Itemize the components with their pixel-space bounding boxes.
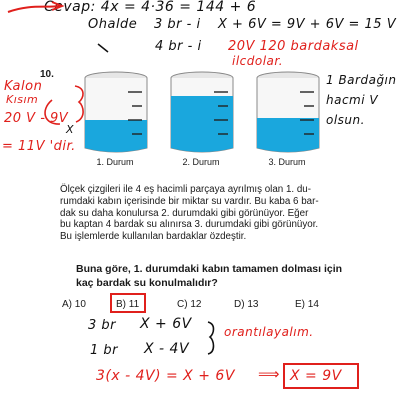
option-c[interactable]: C) 12 xyxy=(177,299,202,310)
eq-3br-label: 3 br - i xyxy=(154,17,201,32)
liquid-state-1 xyxy=(85,120,147,152)
oran-3br-rhs: X + 6V xyxy=(140,316,192,332)
eq-4br-label: 4 br - i xyxy=(155,39,202,54)
eq-20v-label: 20 V - 9V xyxy=(4,111,69,126)
note-line-1: 1 Bardağın xyxy=(326,73,397,87)
paragraph-line: bu kaptan 4 bardak su alınırsa 3. durumdaki gibi görünüyor. xyxy=(60,219,319,231)
beaker-state-2 xyxy=(166,70,238,156)
final-equation: 3(x - 4V) = X + 6V xyxy=(96,368,235,384)
liquid-state-3 xyxy=(257,118,319,152)
oran-1br-rhs: X - 4V xyxy=(144,341,190,357)
prompt-line-1: Buna göre, 1. durumdaki kabın tamamen dolması için xyxy=(76,263,343,275)
paragraph-line: Bu işlemlerde kullanılan bardaklar özdeştir. xyxy=(60,231,247,243)
kisim-label: Kısım xyxy=(6,93,39,106)
eq-4br-rhs: 20V 120 bardaksal xyxy=(228,39,359,54)
prompt-line-2: kaç bardak su konulmalıdır? xyxy=(76,277,218,289)
eq-3br-rhs: X + 6V = 9V + 6V = 15 V xyxy=(218,17,397,32)
kalan-label: Kalon xyxy=(4,79,43,94)
oran-3br-label: 3 br xyxy=(88,318,116,333)
final-answer: X = 9V xyxy=(290,368,342,384)
liquid-state-2 xyxy=(171,96,233,152)
option-e[interactable]: E) 14 xyxy=(295,299,319,310)
ink-brace-ratio xyxy=(208,322,214,354)
ink-tick xyxy=(98,44,108,52)
caption-state-1: 1. Durum xyxy=(96,157,134,167)
beaker-state-1 xyxy=(80,70,152,156)
x-mark: X xyxy=(66,123,75,136)
oran-label: orantılayalım. xyxy=(224,325,314,339)
paragraph-line: Ölçek çizgileri ile 4 eş hacimli parçaya ayrılmış olan 1. du- xyxy=(60,184,312,195)
caption-state-2: 2. Durum xyxy=(182,157,220,167)
eq-4br-tail: ilcdolar. xyxy=(232,54,284,68)
ohalde-word: Ohalde xyxy=(88,17,138,32)
question-prompt xyxy=(76,262,342,290)
option-a[interactable]: A) 10 xyxy=(62,299,86,310)
paragraph-line: rumdaki kabın içerisinde bir miktar su vardır. Bu kaba 6 bar- xyxy=(60,195,319,207)
note-line-2: hacmi V xyxy=(326,93,379,107)
question-number: 10. xyxy=(40,69,54,80)
caption-state-3: 3. Durum xyxy=(268,157,306,167)
oran-1br-label: 1 br xyxy=(90,343,118,358)
handwritten-line-1: Cevap: 4x = 4·36 = 144 + 6 xyxy=(44,0,257,15)
selected-answer-box xyxy=(110,293,146,313)
beaker-state-3 xyxy=(252,70,324,156)
implies-arrow: ⟹ xyxy=(258,365,281,383)
option-d[interactable]: D) 13 xyxy=(234,299,259,310)
option-b[interactable]: B) 11 xyxy=(116,299,140,310)
eq-11v-label: = 11V 'dir. xyxy=(2,139,76,154)
question-paragraph xyxy=(60,184,390,243)
paragraph-line: dak su daha konulursa 2. durumdaki gibi görünüyor. Eğer xyxy=(60,207,309,219)
note-line-3: olsun. xyxy=(326,113,365,127)
